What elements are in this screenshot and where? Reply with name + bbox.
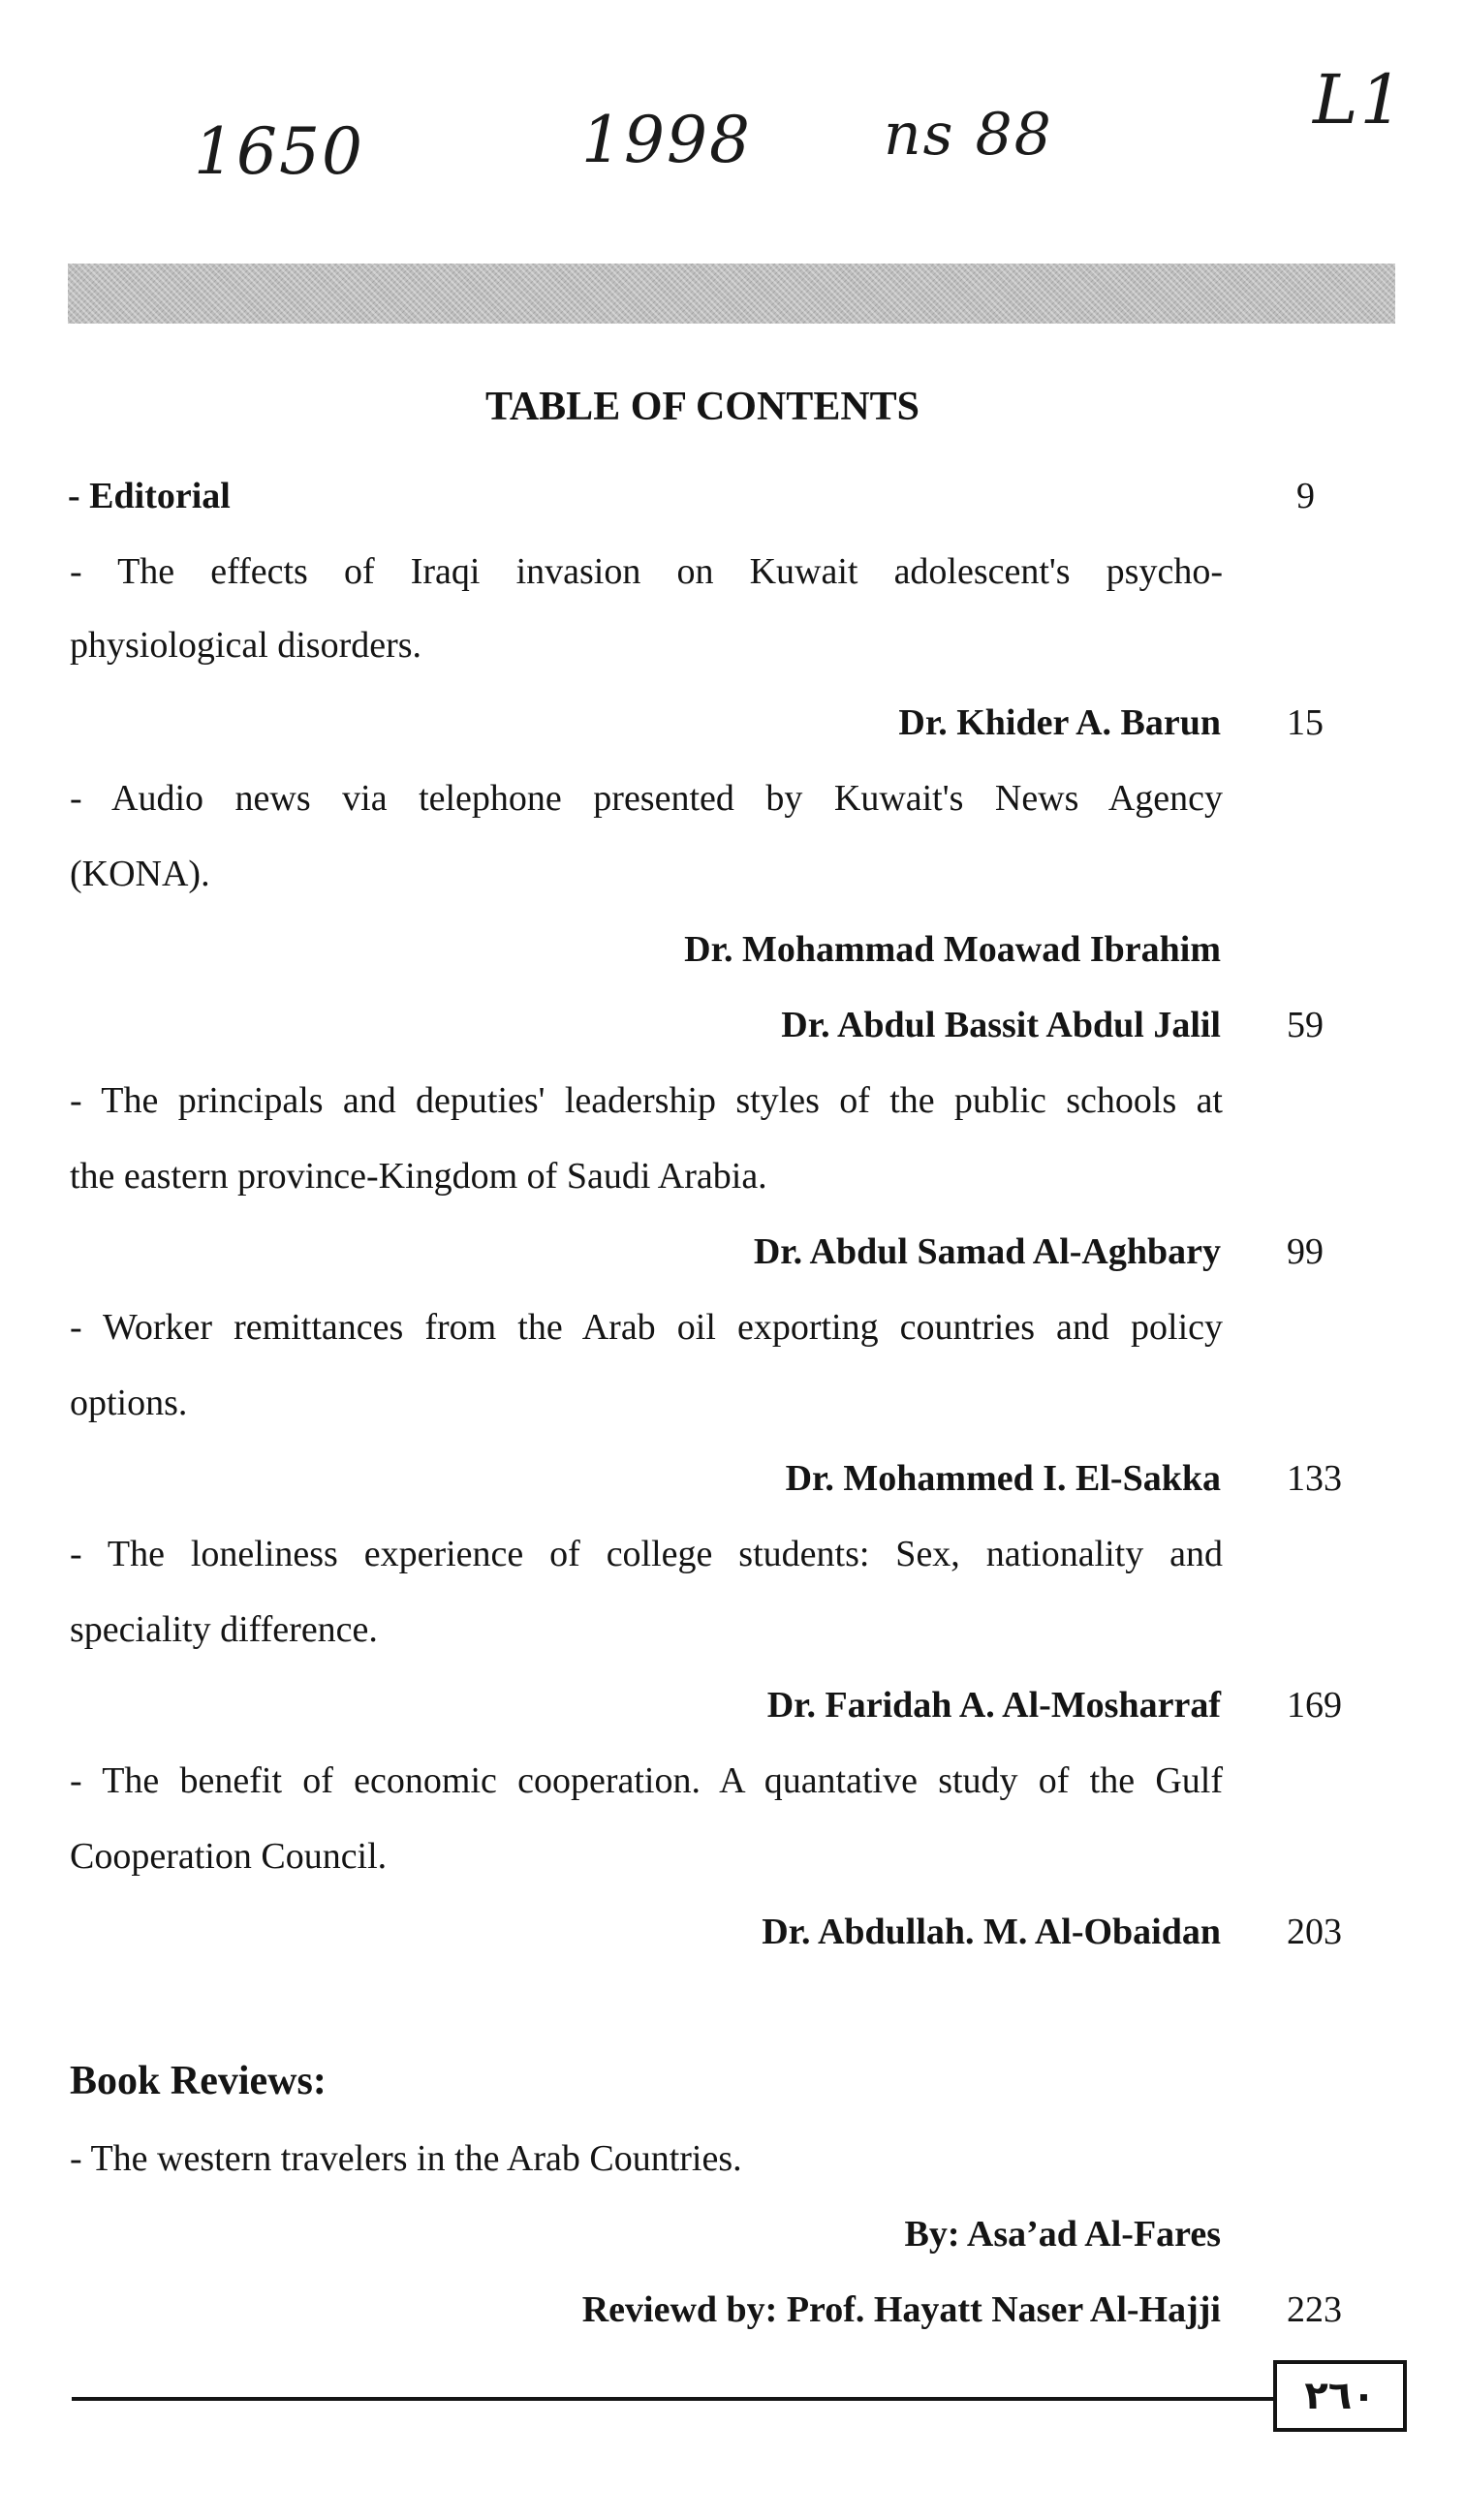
entry-2-author-2: Dr. Abdul Bassit Abdul Jalil [781, 1005, 1221, 1045]
entry-3-title-line1: - The principals and deputies' leadership styles of the public schools at [70, 1080, 1223, 1121]
entry-1-title-line1: - The effects of Iraqi invasion on Kuwait adolescent's psycho- [70, 551, 1223, 592]
entry-5-title-line1: - The loneliness experience of college students: Sex, nationality and [70, 1534, 1223, 1574]
entry-4-title-line2: options. [70, 1383, 188, 1423]
entry-1-page: 15 [1287, 702, 1324, 743]
book-review-reviewer: Reviewd by: Prof. Hayatt Naser Al-Hajji [581, 2289, 1221, 2330]
entry-5-author: Dr. Faridah A. Al-Mosharraf [766, 1685, 1221, 1726]
entry-5-title-line2: speciality difference. [70, 1609, 378, 1650]
entry-3-author: Dr. Abdul Samad Al-Aghbary [753, 1231, 1221, 1272]
editorial-page: 9 [1296, 476, 1315, 516]
entry-1-title-line2: physiological disorders. [70, 625, 422, 666]
header-band [68, 264, 1395, 324]
entry-2-title-line1: - Audio news via telephone presented by Kuwait's News Agency [70, 778, 1223, 819]
book-review-title: - The western travelers in the Arab Countries. [70, 2138, 742, 2179]
entry-2-author-1: Dr. Mohammad Moawad Ibrahim [684, 929, 1221, 970]
entry-6-title-line1: - The benefit of economic cooperation. A quantative study of the Gulf [70, 1760, 1223, 1801]
handwritten-note-3: ns 88 [884, 101, 1053, 169]
handwritten-note-4: L1 [1313, 60, 1406, 140]
book-reviews-heading: Book Reviews: [70, 2059, 327, 2103]
entry-2-title-line2: (KONA). [70, 854, 210, 894]
book-review-author: By: Asa’ad Al-Fares [904, 2214, 1221, 2255]
entry-2-page: 59 [1287, 1005, 1324, 1045]
page-title: TABLE OF CONTENTS [484, 385, 920, 429]
entry-5-page: 169 [1287, 1685, 1342, 1726]
entry-4-author: Dr. Mohammed I. El-Sakka [785, 1458, 1221, 1499]
entry-3-page: 99 [1287, 1231, 1324, 1272]
page-number: ٢٦٠ [1304, 2374, 1376, 2418]
handwritten-note-1: 1650 [194, 114, 364, 189]
entry-6-title-line2: Cooperation Council. [70, 1836, 388, 1877]
entry-3-title-line2: the eastern province-Kingdom of Saudi Arabia. [70, 1156, 767, 1197]
editorial-label: - Editorial [68, 476, 231, 516]
entry-1-author: Dr. Khider A. Barun [898, 702, 1221, 743]
entry-6-author: Dr. Abdullah. M. Al-Obaidan [762, 1912, 1221, 1952]
book-review-page: 223 [1287, 2289, 1342, 2330]
entry-6-page: 203 [1287, 1912, 1342, 1952]
footer-rule [72, 2397, 1273, 2401]
entry-4-page: 133 [1287, 1458, 1342, 1499]
entry-4-title-line1: - Worker remittances from the Arab oil exporting countries and policy [70, 1307, 1223, 1348]
page-number-box [1273, 2360, 1407, 2432]
handwritten-note-2: 1998 [581, 103, 752, 177]
